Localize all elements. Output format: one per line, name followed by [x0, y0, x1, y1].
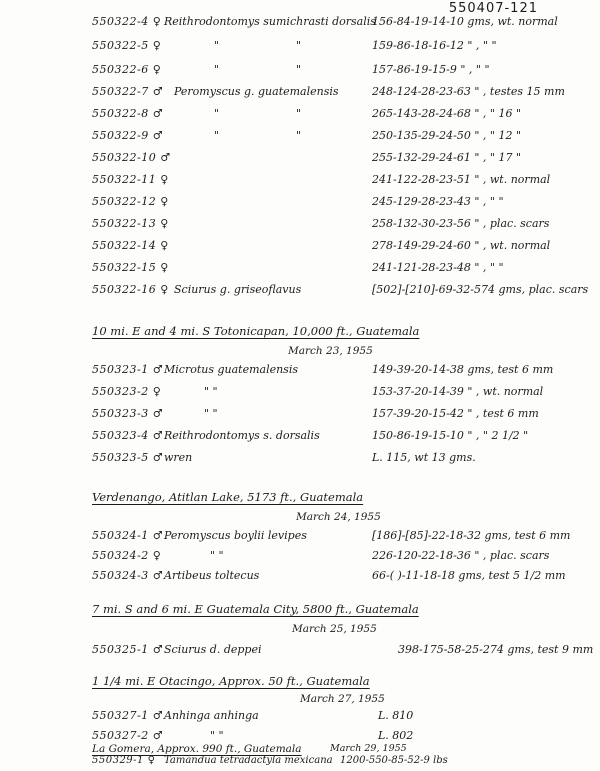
species-name: Sciurus d. deppei: [164, 643, 262, 656]
measurements: 248-124-28-23-63 " , testes 15 mm: [372, 85, 565, 98]
catalog-number: 550329-1 ♀: [92, 755, 156, 766]
measurements: 245-129-28-23-43 " , " ": [372, 195, 504, 208]
specimen-row: [0, 84, 600, 102]
catalog-number: 550323-2 ♀: [92, 385, 162, 398]
page-number: 550407-121: [448, 1, 538, 16]
catalog-number: 550327-2 ♂: [92, 729, 164, 742]
species-name: Artibeus toltecus: [164, 569, 260, 582]
species-name: Sciurus g. griseoflavus: [174, 283, 302, 296]
catalog-number: 550322-11 ♀: [92, 173, 169, 186]
measurements: 265-143-28-24-68 " , " 16 ": [372, 107, 522, 120]
specimen-row: [0, 150, 600, 168]
catalog-number: 550322-6 ♀: [92, 63, 162, 76]
specimen-row: [0, 194, 600, 212]
specimen-row: [0, 260, 600, 278]
specimen-row: [0, 384, 600, 402]
specimen-row: [0, 450, 600, 468]
locality-heading: La Gomera, Approx. 990 ft., Guatemala: [92, 743, 302, 755]
measurements: 157-86-19-15-9 " , " ": [372, 63, 490, 76]
specimen-row: [0, 642, 600, 660]
catalog-number: 550324-3 ♂: [92, 569, 164, 582]
catalog-number: 550322-7 ♂: [92, 85, 164, 98]
measurements: 241-122-28-23-51 " , wt. normal: [372, 173, 551, 186]
species-name: Reithrodontomys s. dorsalis: [164, 429, 320, 442]
catalog-number: 550323-5 ♂: [92, 451, 164, 464]
collection-date: March 24, 1955: [296, 511, 381, 523]
measurements: 278-149-29-24-60 " , wt. normal: [372, 239, 551, 252]
species-name: " ": [210, 729, 224, 742]
measurements: L. 115, wt 13 gms.: [372, 451, 476, 464]
catalog-number: 550322-14 ♀: [92, 239, 169, 252]
measurements: [502]-[210]-69-32-574 gms, plac. scars: [372, 283, 589, 296]
ditto-mark: ": [296, 129, 302, 142]
ditto-mark: ": [214, 39, 220, 52]
collection-date: March 27, 1955: [300, 693, 385, 705]
catalog-number: 550325-1 ♂: [92, 643, 164, 656]
catalog-number: 550323-1 ♂: [92, 363, 164, 376]
collection-date: March 29, 1955: [330, 743, 407, 754]
measurements: L. 802: [378, 729, 414, 742]
specimen-row: [0, 62, 600, 80]
measurements: 1200-550-85-52-9 lbs: [340, 755, 448, 766]
ditto-mark: ": [296, 107, 302, 120]
species-name: " ": [204, 407, 218, 420]
measurements: 157-39-20-15-42 " , test 6 mm: [372, 407, 539, 420]
specimen-row: [0, 216, 600, 234]
locality-heading: 10 mi. E and 4 mi. S Totonicapan, 10,000 ft., Guatemala: [92, 324, 420, 338]
locality-heading: Verdenango, Atitlan Lake, 5173 ft., Guatemala: [92, 490, 364, 504]
catalog-number: 550322-12 ♀: [92, 195, 169, 208]
catalog-number: 550323-4 ♂: [92, 429, 164, 442]
specimen-row: [0, 708, 600, 726]
specimen-row: [0, 548, 600, 566]
catalog-number: 550327-1 ♂: [92, 709, 164, 722]
species-name: " ": [210, 549, 224, 562]
locality-heading: 1 1/4 mi. E Otacingo, Approx. 50 ft., Guatemala: [92, 674, 370, 688]
specimen-row: [0, 172, 600, 190]
species-name: Tamandua tetradactyla mexicana: [164, 755, 333, 766]
measurements: 159-86-18-16-12 " , " ": [372, 39, 497, 52]
specimen-row: [0, 106, 600, 124]
catalog-number: 550322-5 ♀: [92, 39, 162, 52]
ditto-mark: ": [214, 63, 220, 76]
catalog-number: 550322-13 ♀: [92, 217, 169, 230]
species-name: Reithrodontomys sumichrasti dorsalis: [164, 15, 376, 28]
species-name: Peromyscus g. guatemalensis: [174, 85, 339, 98]
measurements: [186]-[85]-22-18-32 gms, test 6 mm: [372, 529, 571, 542]
species-name: Microtus guatemalensis: [164, 363, 298, 376]
specimen-row: [0, 428, 600, 446]
catalog-number: 550324-2 ♀: [92, 549, 162, 562]
measurements: 258-132-30-23-56 " , plac. scars: [372, 217, 550, 230]
catalog-number: 550322-15 ♀: [92, 261, 169, 274]
specimen-row: [0, 282, 600, 300]
catalog-number: 550322-4 ♀: [92, 15, 162, 28]
measurements: 153-37-20-14-39 " , wt. normal: [372, 385, 544, 398]
specimen-row: [0, 14, 600, 32]
species-name: " ": [204, 385, 218, 398]
measurements: L. 810: [378, 709, 414, 722]
specimen-row: [0, 38, 600, 56]
specimen-row: [0, 568, 600, 586]
catalog-number: 550322-8 ♂: [92, 107, 164, 120]
ditto-mark: ": [296, 39, 302, 52]
catalog-number: 550323-3 ♂: [92, 407, 164, 420]
measurements: 66-( )-11-18-18 gms, test 5 1/2 mm: [372, 569, 566, 582]
collection-date: March 23, 1955: [288, 345, 373, 357]
species-name: Peromyscus boylii levipes: [164, 529, 307, 542]
measurements: 241-121-28-23-48 " , " ": [372, 261, 504, 274]
species-name: Anhinga anhinga: [164, 709, 259, 722]
specimen-row: [0, 238, 600, 256]
specimen-row: [0, 406, 600, 424]
specimen-row: [0, 128, 600, 146]
collection-date: March 25, 1955: [292, 623, 377, 635]
measurements: 226-120-22-18-36 " , plac. scars: [372, 549, 550, 562]
specimen-row: [0, 362, 600, 380]
specimen-row: [0, 528, 600, 546]
catalog-number: 550324-1 ♂: [92, 529, 164, 542]
measurements: 398-175-58-25-274 gms, test 9 mm: [398, 643, 594, 656]
ditto-mark: ": [296, 63, 302, 76]
catalog-number: 550322-16 ♀: [92, 283, 169, 296]
measurements: 250-135-29-24-50 " , " 12 ": [372, 129, 522, 142]
measurements: 150-86-19-15-10 " , " 2 1/2 ": [372, 429, 529, 442]
locality-heading: 7 mi. S and 6 mi. E Guatemala City, 5800 ft., Guatemala: [92, 602, 419, 616]
species-name: wren: [164, 451, 193, 464]
measurements: 149-39-20-14-38 gms, test 6 mm: [372, 363, 554, 376]
ditto-mark: ": [214, 107, 220, 120]
measurements: 255-132-29-24-61 " , " 17 ": [372, 151, 522, 164]
catalog-number: 550322-9 ♂: [92, 129, 164, 142]
measurements: 156-84-19-14-10 gms, wt. normal: [372, 15, 558, 28]
ditto-mark: ": [214, 129, 220, 142]
specimen-row: [0, 754, 600, 770]
catalog-number: 550322-10 ♂: [92, 151, 171, 164]
